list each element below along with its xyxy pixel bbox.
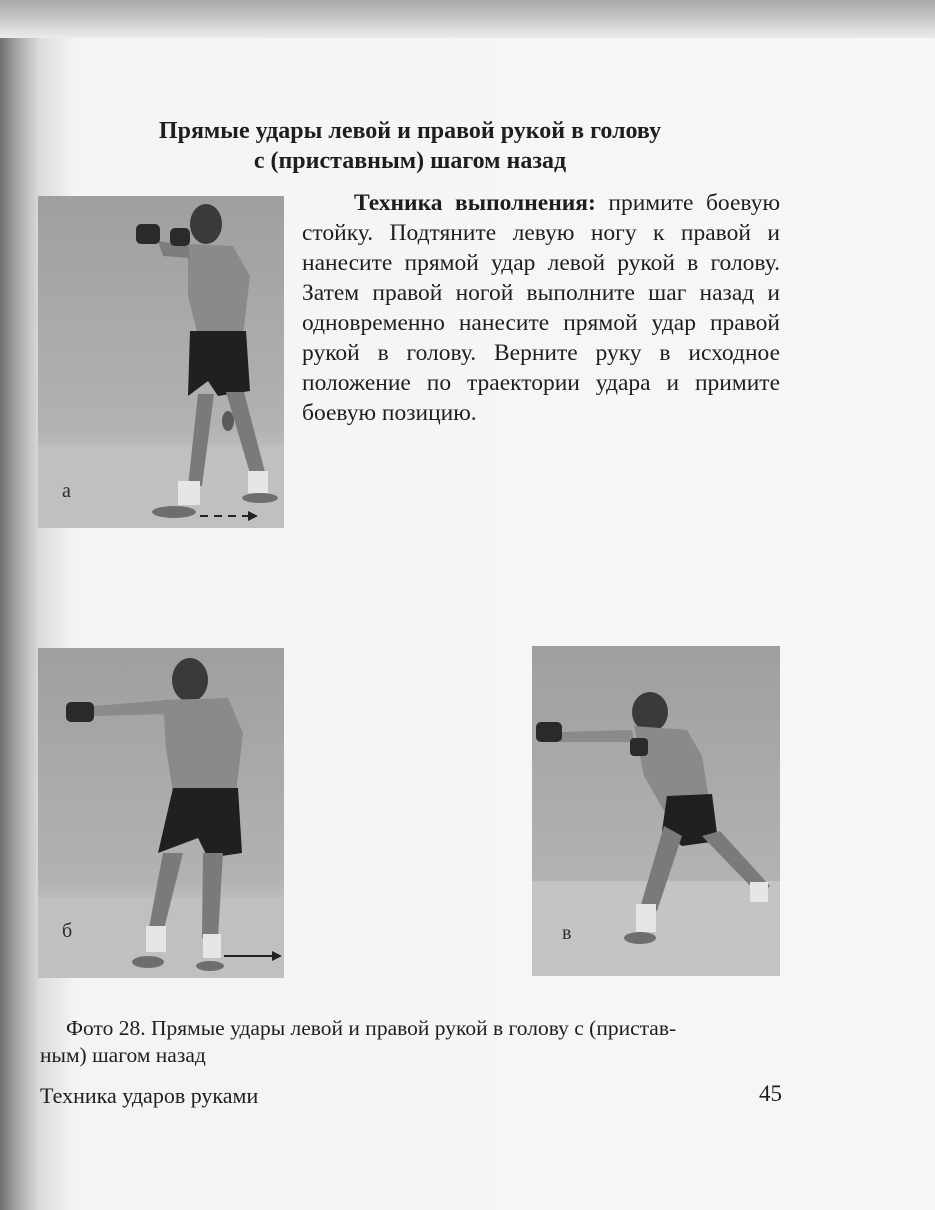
technique-paragraph <box>302 188 780 428</box>
caption-line-2: ным) шагом назад <box>40 1043 206 1067</box>
scan-top-shadow <box>0 0 935 38</box>
photo-label-c: в <box>562 922 572 944</box>
photo-caption <box>40 1015 780 1069</box>
title-line-2: с (приставным) шагом назад <box>253 148 567 174</box>
technique-heading: Техника выполнения: <box>354 190 596 216</box>
boxer-guard-stance-photo <box>38 196 284 528</box>
photo-label-a: а <box>62 480 71 502</box>
boxer-left-jab-photo <box>38 648 284 978</box>
photo-label-b: б <box>62 920 73 942</box>
photo-c <box>532 646 780 976</box>
running-footer-section: Техника ударов руками <box>40 1083 259 1108</box>
page-title <box>60 116 760 176</box>
photo-b <box>38 648 284 978</box>
photo-a <box>38 196 284 528</box>
caption-line-1: Фото 28. Прямые удары левой и правой рукой в голову с (пристав- <box>66 1016 677 1040</box>
title-line-1: Прямые удары левой и правой рукой в голову <box>158 118 662 144</box>
technique-text: примите боевую стойку. Подтяните левую ногу к правой и нанесите прямой удар левой рукой в голову. Затем правой ногой выполните шаг назад и одновременно нанесите прямой удар правой рукой в голову. Верните руку в исходное положение по траектории удара и примите боевую позицию. <box>302 190 780 426</box>
page-number: 45 <box>759 1081 782 1106</box>
